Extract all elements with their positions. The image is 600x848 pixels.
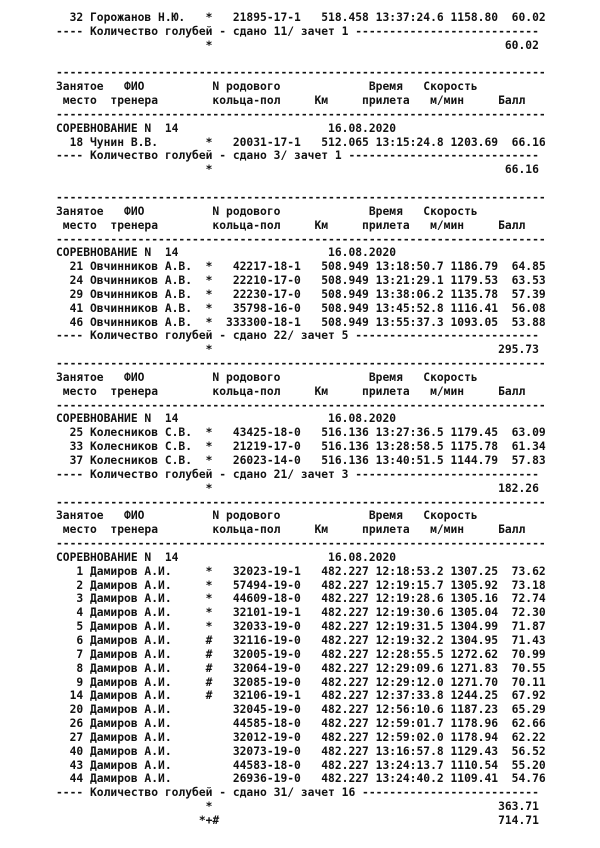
report-line: 27 Дамиров А.И. 32012-19-0 482.227 12:59:02.0 1178.94 62.22 — [56, 730, 546, 744]
report-line: СОРЕВНОВАНИЕ N 14 16.08.2020 — [56, 121, 397, 135]
report-line: 43 Дамиров А.И. 44583-18-0 482.227 13:24:13.7 1110.54 55.20 — [56, 758, 546, 772]
report-line: СОРЕВНОВАНИЕ N 14 16.08.2020 — [56, 412, 397, 426]
report-line: ---- Количество голубей - сдано 21/ зачет 3 --------------------------- — [56, 467, 539, 481]
report-line — [56, 177, 586, 191]
report-line: *+# 714.71 — [56, 813, 539, 827]
report-line: 14 Дамиров А.И. # 32106-19-1 482.227 12:37:33.8 1244.25 67.92 — [56, 689, 546, 703]
report-line: ------------------------------------------------------------------------ — [56, 107, 546, 121]
report-line: 33 Колесников С.В. * 21219-17-0 516.136 13:28:58.5 1175.78 61.34 — [56, 440, 546, 454]
report-line: * 66.16 — [56, 163, 539, 177]
report-line: 1 Дамиров А.И. * 32023-19-1 482.227 12:18:53.2 1307.25 73.62 — [56, 564, 546, 578]
report-line: 37 Колесников С.В. * 26023-14-0 516.136 13:40:51.5 1144.79 57.83 — [56, 454, 546, 467]
report-line: 9 Дамиров А.И. # 32085-19-0 482.227 12:29:12.0 1271.70 70.11 — [56, 675, 546, 689]
report-line: 8 Дамиров А.И. # 32064-19-0 482.227 12:29:09.6 1271.83 70.55 — [56, 661, 546, 675]
report-line: ------------------------------------------------------------------------ — [56, 537, 546, 551]
report-line: 24 Овчинников А.В. * 22210-17-0 508.949 13:21:29.1 1179.53 63.53 — [56, 274, 546, 288]
report-line: 29 Овчинников А.В. * 22230-17-0 508.949 13:38:06.2 1135.78 57.39 — [56, 287, 546, 301]
report-line: ------------------------------------------------------------------------ — [56, 357, 546, 371]
report-line: 6 Дамиров А.И. # 32116-19-0 482.227 12:19:32.2 1304.95 71.43 — [56, 633, 546, 647]
report-line: СОРЕВНОВАНИЕ N 14 16.08.2020 — [56, 550, 397, 564]
report-line: ---- Количество голубей - сдано 22/ зачет 5 --------------------------- — [56, 329, 539, 343]
report-line: ---- Количество голубей - сдано 31/ зачет 16 -------------------------- — [56, 786, 539, 800]
report-line: Занятое ФИО N родового Время Скорость — [56, 509, 478, 523]
report-line: 44 Дамиров А.И. 26936-19-0 482.227 13:24:40.2 1109.41 54.76 — [56, 772, 546, 786]
report-line: 21 Овчинников А.В. * 42217-18-1 508.949 13:18:50.7 1186.79 64.85 — [56, 260, 546, 274]
report-line: ------------------------------------------------------------------------ — [56, 398, 546, 412]
report-line: 4 Дамиров А.И. * 32101-19-1 482.227 12:19:30.6 1305.04 72.30 — [56, 606, 546, 620]
report-line: * 182.26 — [56, 481, 539, 495]
report-line: Занятое ФИО N родового Время Скорость — [56, 80, 478, 94]
report-line: 41 Овчинников А.В. * 35798-16-0 508.949 13:45:52.8 1116.41 56.08 — [56, 301, 546, 315]
report-line: 32 Горожанов Н.Ю. * 21895-17-1 518.458 13:37:24.6 1158.80 60.02 — [56, 11, 546, 24]
report-line: ------------------------------------------------------------------------ — [56, 232, 546, 246]
report-line: 7 Дамиров А.И. # 32005-19-0 482.227 12:28:55.5 1272.62 70.99 — [56, 647, 546, 661]
report-line: место тренера кольца-пол Км прилета м/мин Балл — [56, 523, 526, 537]
report-line: 40 Дамиров А.И. 32073-19-0 482.227 13:16:57.8 1129.43 56.52 — [56, 744, 546, 758]
race-results-report — [56, 11, 586, 828]
report-line: * 60.02 — [56, 38, 539, 52]
report-line: 20 Дамиров А.И. 32045-19-0 482.227 12:56:10.6 1187.23 65.29 — [56, 703, 546, 717]
report-line: ------------------------------------------------------------------------ — [56, 190, 546, 204]
report-line: место тренера кольца-пол Км прилета м/мин Балл — [56, 94, 526, 108]
report-line: * 295.73 — [56, 343, 539, 357]
report-line: 26 Дамиров А.И. 44585-18-0 482.227 12:59:01.7 1178.96 62.66 — [56, 717, 546, 731]
report-line: место тренера кольца-пол Км прилета м/мин Балл — [56, 218, 526, 232]
report-line: ---- Количество голубей - сдано 11/ зачет 1 --------------------------- — [56, 24, 539, 38]
report-line: место тренера кольца-пол Км прилета м/мин Балл — [56, 384, 526, 398]
report-line: 18 Чунин В.В. * 20031-17-1 512.065 13:15:24.8 1203.69 66.16 — [56, 135, 546, 149]
report-line: 5 Дамиров А.И. * 32033-19-0 482.227 12:19:31.5 1304.99 71.87 — [56, 620, 546, 634]
report-line: 25 Колесников С.В. * 43425-18-0 516.136 13:27:36.5 1179.45 63.09 — [56, 426, 546, 440]
report-line: Занятое ФИО N родового Время Скорость — [56, 204, 478, 218]
report-line: ------------------------------------------------------------------------ — [56, 66, 546, 80]
report-line: 3 Дамиров А.И. * 44609-18-0 482.227 12:19:28.6 1305.16 72.74 — [56, 592, 546, 606]
report-line: Занятое ФИО N родового Время Скорость — [56, 370, 478, 384]
report-line: 2 Дамиров А.И. * 57494-19-0 482.227 12:19:15.7 1305.92 73.18 — [56, 578, 546, 592]
report-line: ---- Количество голубей - сдано 3/ зачет 1 ---------------------------- — [56, 149, 539, 163]
report-line — [56, 53, 586, 67]
report-line: * 363.71 — [56, 800, 539, 814]
report-line: ------------------------------------------------------------------------ — [56, 495, 546, 509]
report-line: 46 Овчинников А.В. * 333300-18-1 508.949 13:55:37.3 1093.05 53.88 — [56, 315, 546, 329]
report-line: СОРЕВНОВАНИЕ N 14 16.08.2020 — [56, 246, 397, 260]
